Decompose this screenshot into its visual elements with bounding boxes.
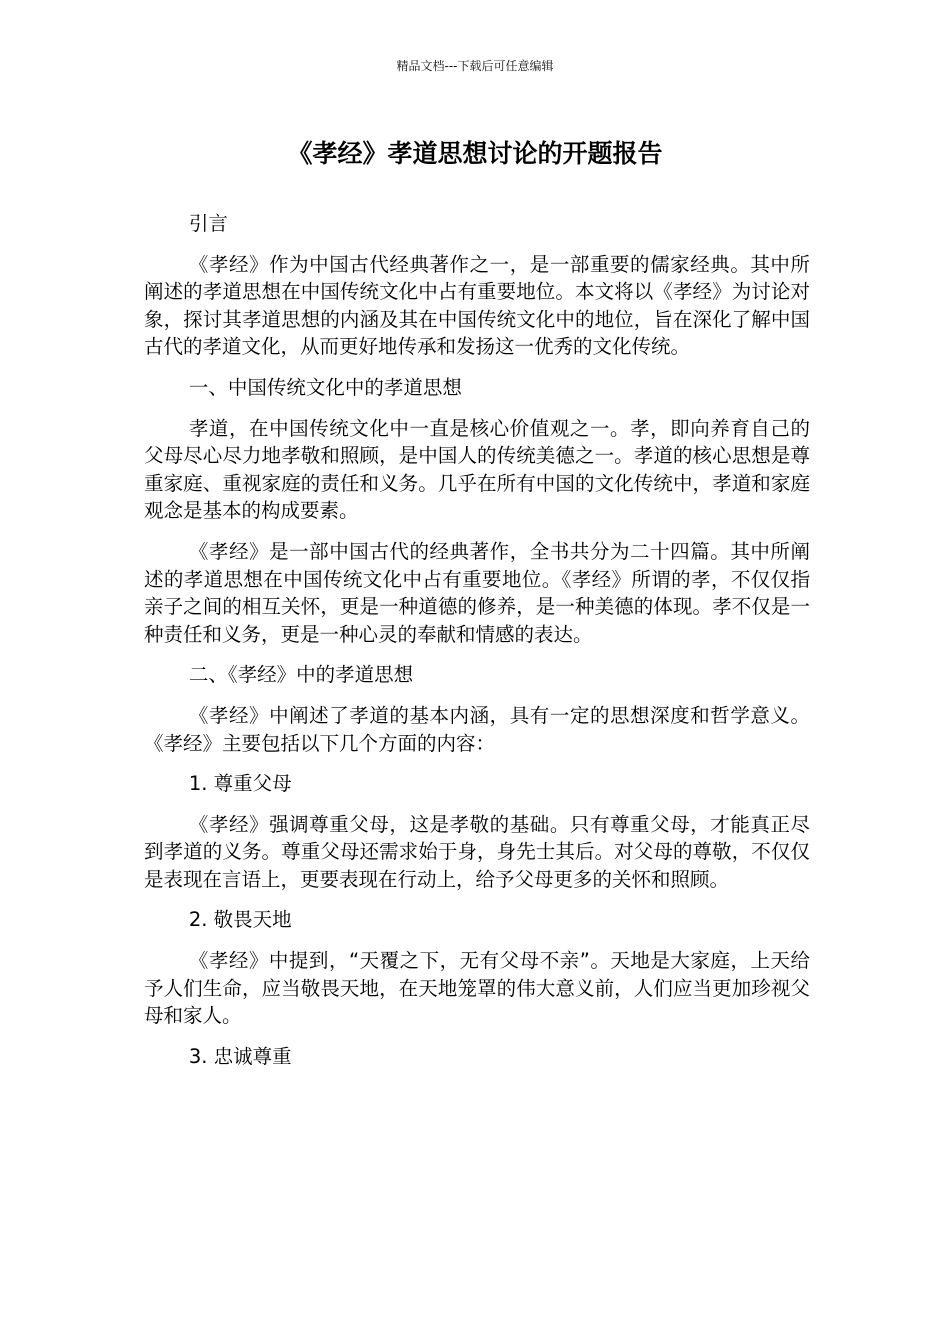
paragraph: 孝道，在中国传统文化中一直是核心价值观之一。孝，即向养育自己的父母尽心尽力地孝敬和照顾，是中国人的传统美德之一。孝道的核心思想是尊重家庭、重视家庭的责任和义务。几乎在所有中国的文化传统中，孝道和家庭观念是基本的构成要素。 — [144, 416, 810, 523]
section-heading-1: 一、中国传统文化中的孝道思想 — [188, 375, 462, 399]
page-header-note: 精品文档---下载后可任意编辑 — [396, 59, 554, 73]
section-heading-2: 二、《孝经》中的孝道思想 — [188, 663, 414, 687]
document-title: 《孝经》孝道思想讨论的开题报告 — [287, 139, 663, 168]
paragraph: 《孝经》强调尊重父母，这是孝敬的基础。只有尊重父母，才能真正尽到孝道的义务。尊重父母还需求始于身，身先士其后。对父母的尊敬，不仅仅是表现在言语上，更要表现在行动上，给予父母更多的关怀和照顾。 — [144, 812, 810, 891]
section-heading-intro: 引言 — [188, 212, 228, 235]
subsection-heading-respect-parents: 1. 尊重父母 — [188, 772, 292, 796]
subsection-heading-loyalty-respect: 3. 忠诚尊重 — [188, 1044, 292, 1068]
paragraph: 《孝经》作为中国古代经典著作之一，是一部重要的儒家经典。其中所阐述的孝道思想在中国传统文化中占有重要地位。本文将以《孝经》为讨论对象，探讨其孝道思想的内涵及其在中国传统文化中的地位，旨在深化了解中国古代的孝道文化，从而更好地传承和发扬这一优秀的文化传统。 — [144, 252, 810, 359]
paragraph: 《孝经》中阐述了孝道的基本内涵，具有一定的思想深度和哲学意义。《孝经》主要包括以下几个方面的内容： — [144, 703, 810, 755]
paragraph: 《孝经》中提到，“天覆之下，无有父母不亲”。天地是大家庭，上天给予人们生命，应当敬畏天地，在天地笼罩的伟大意义前，人们应当更加珍视父母和家人。 — [144, 949, 810, 1028]
document-body — [144, 210, 810, 1083]
subsection-heading-revere-heaven-earth: 2. 敬畏天地 — [188, 908, 292, 932]
paragraph: 《孝经》是一部中国古代的经典著作，全书共分为二十四篇。其中所阐述的孝道思想在中国传统文化中占有重要地位。《孝经》所谓的孝，不仅仅指亲子之间的相互关怀，更是一种道德的修养，是一种美德的体现。孝不仅是一种责任和义务，更是一种心灵的奉献和情感的表达。 — [144, 539, 810, 646]
